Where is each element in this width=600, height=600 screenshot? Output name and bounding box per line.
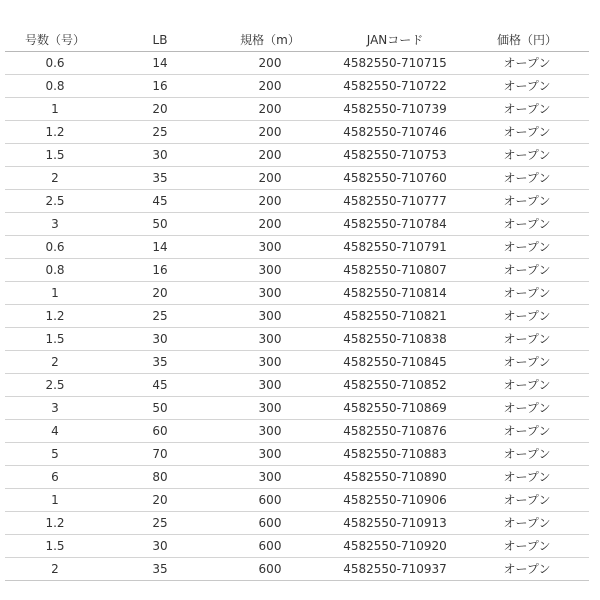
cell-jan-code: 4582550-710746 (325, 121, 465, 144)
cell-length: 300 (215, 443, 325, 466)
table-row (5, 259, 589, 282)
table-row (5, 489, 589, 512)
cell-size: 2.5 (5, 190, 105, 213)
cell-jan-code: 4582550-710852 (325, 374, 465, 397)
cell-price: オープン (465, 282, 589, 305)
cell-length: 300 (215, 374, 325, 397)
cell-lb: 14 (105, 52, 215, 75)
cell-jan-code: 4582550-710869 (325, 397, 465, 420)
cell-price: オープン (465, 535, 589, 558)
table-row (5, 144, 589, 167)
cell-lb: 25 (105, 512, 215, 535)
cell-length: 300 (215, 351, 325, 374)
cell-length: 300 (215, 466, 325, 489)
cell-price: オープン (465, 213, 589, 236)
header-cell-size: 号数（号） (5, 29, 105, 52)
cell-size: 1 (5, 98, 105, 121)
table-row (5, 512, 589, 535)
cell-length: 600 (215, 558, 325, 581)
cell-jan-code: 4582550-710920 (325, 535, 465, 558)
table-row (5, 558, 589, 581)
cell-price: オープン (465, 420, 589, 443)
cell-size: 1.2 (5, 512, 105, 535)
cell-size: 3 (5, 397, 105, 420)
table-row (5, 305, 589, 328)
cell-size: 0.8 (5, 259, 105, 282)
table-row (5, 282, 589, 305)
cell-lb: 20 (105, 282, 215, 305)
cell-length: 300 (215, 420, 325, 443)
cell-price: オープン (465, 144, 589, 167)
cell-length: 200 (215, 52, 325, 75)
cell-lb: 25 (105, 305, 215, 328)
cell-price: オープン (465, 328, 589, 351)
cell-price: オープン (465, 190, 589, 213)
cell-price: オープン (465, 98, 589, 121)
cell-price: オープン (465, 558, 589, 581)
table-row (5, 236, 589, 259)
table-row (5, 420, 589, 443)
cell-lb: 30 (105, 535, 215, 558)
cell-price: オープン (465, 236, 589, 259)
cell-lb: 16 (105, 75, 215, 98)
cell-jan-code: 4582550-710807 (325, 259, 465, 282)
header-cell-lb: LB (105, 29, 215, 52)
table-row (5, 52, 589, 75)
cell-price: オープン (465, 52, 589, 75)
cell-size: 3 (5, 213, 105, 236)
cell-price: オープン (465, 443, 589, 466)
cell-jan-code: 4582550-710890 (325, 466, 465, 489)
cell-length: 200 (215, 190, 325, 213)
cell-price: オープン (465, 466, 589, 489)
cell-lb: 70 (105, 443, 215, 466)
cell-length: 300 (215, 305, 325, 328)
table-row (5, 466, 589, 489)
cell-jan-code: 4582550-710722 (325, 75, 465, 98)
cell-price: オープン (465, 374, 589, 397)
cell-size: 1 (5, 489, 105, 512)
cell-size: 2 (5, 351, 105, 374)
cell-price: オープン (465, 75, 589, 98)
cell-size: 5 (5, 443, 105, 466)
cell-size: 0.8 (5, 75, 105, 98)
table-row (5, 75, 589, 98)
cell-length: 600 (215, 512, 325, 535)
cell-jan-code: 4582550-710913 (325, 512, 465, 535)
table-row (5, 351, 589, 374)
cell-length: 300 (215, 328, 325, 351)
cell-length: 300 (215, 397, 325, 420)
cell-price: オープン (465, 121, 589, 144)
cell-lb: 20 (105, 489, 215, 512)
cell-lb: 35 (105, 351, 215, 374)
cell-jan-code: 4582550-710791 (325, 236, 465, 259)
cell-lb: 50 (105, 213, 215, 236)
cell-jan-code: 4582550-710784 (325, 213, 465, 236)
cell-size: 1.2 (5, 121, 105, 144)
cell-lb: 30 (105, 328, 215, 351)
header-cell-price: 価格（円） (465, 29, 589, 52)
header-cell-jan-code: JANコード (325, 29, 465, 52)
table-row (5, 374, 589, 397)
cell-lb: 60 (105, 420, 215, 443)
table-body (5, 52, 589, 581)
cell-size: 2 (5, 167, 105, 190)
cell-jan-code: 4582550-710845 (325, 351, 465, 374)
cell-jan-code: 4582550-710715 (325, 52, 465, 75)
cell-jan-code: 4582550-710821 (325, 305, 465, 328)
cell-lb: 50 (105, 397, 215, 420)
table-row (5, 443, 589, 466)
cell-jan-code: 4582550-710760 (325, 167, 465, 190)
cell-length: 300 (215, 236, 325, 259)
table-row (5, 328, 589, 351)
cell-size: 1.5 (5, 144, 105, 167)
cell-jan-code: 4582550-710937 (325, 558, 465, 581)
cell-price: オープン (465, 351, 589, 374)
cell-length: 200 (215, 144, 325, 167)
cell-length: 300 (215, 282, 325, 305)
cell-price: オープン (465, 167, 589, 190)
spec-table (5, 29, 589, 581)
header-cell-length: 規格（m） (215, 29, 325, 52)
cell-price: オープン (465, 305, 589, 328)
cell-lb: 14 (105, 236, 215, 259)
cell-price: オープン (465, 397, 589, 420)
cell-size: 1.5 (5, 328, 105, 351)
cell-length: 200 (215, 213, 325, 236)
cell-length: 600 (215, 489, 325, 512)
cell-length: 200 (215, 121, 325, 144)
header-row (5, 29, 589, 52)
table-row (5, 397, 589, 420)
cell-length: 600 (215, 535, 325, 558)
cell-jan-code: 4582550-710906 (325, 489, 465, 512)
table-row (5, 190, 589, 213)
cell-lb: 20 (105, 98, 215, 121)
cell-jan-code: 4582550-710838 (325, 328, 465, 351)
cell-size: 4 (5, 420, 105, 443)
table-row (5, 121, 589, 144)
table-row (5, 213, 589, 236)
cell-lb: 45 (105, 190, 215, 213)
cell-size: 1 (5, 282, 105, 305)
cell-lb: 30 (105, 144, 215, 167)
cell-price: オープン (465, 489, 589, 512)
cell-size: 1.2 (5, 305, 105, 328)
cell-size: 0.6 (5, 236, 105, 259)
cell-jan-code: 4582550-710876 (325, 420, 465, 443)
cell-size: 2 (5, 558, 105, 581)
cell-price: オープン (465, 512, 589, 535)
cell-size: 6 (5, 466, 105, 489)
table-row (5, 98, 589, 121)
table-row (5, 167, 589, 190)
cell-jan-code: 4582550-710883 (325, 443, 465, 466)
cell-lb: 16 (105, 259, 215, 282)
cell-jan-code: 4582550-710777 (325, 190, 465, 213)
cell-length: 300 (215, 259, 325, 282)
cell-lb: 35 (105, 558, 215, 581)
table-row (5, 535, 589, 558)
cell-lb: 25 (105, 121, 215, 144)
cell-jan-code: 4582550-710814 (325, 282, 465, 305)
cell-size: 0.6 (5, 52, 105, 75)
cell-lb: 35 (105, 167, 215, 190)
cell-price: オープン (465, 259, 589, 282)
cell-lb: 45 (105, 374, 215, 397)
cell-length: 200 (215, 98, 325, 121)
cell-size: 1.5 (5, 535, 105, 558)
cell-length: 200 (215, 167, 325, 190)
cell-lb: 80 (105, 466, 215, 489)
cell-size: 2.5 (5, 374, 105, 397)
cell-jan-code: 4582550-710739 (325, 98, 465, 121)
cell-length: 200 (215, 75, 325, 98)
cell-jan-code: 4582550-710753 (325, 144, 465, 167)
